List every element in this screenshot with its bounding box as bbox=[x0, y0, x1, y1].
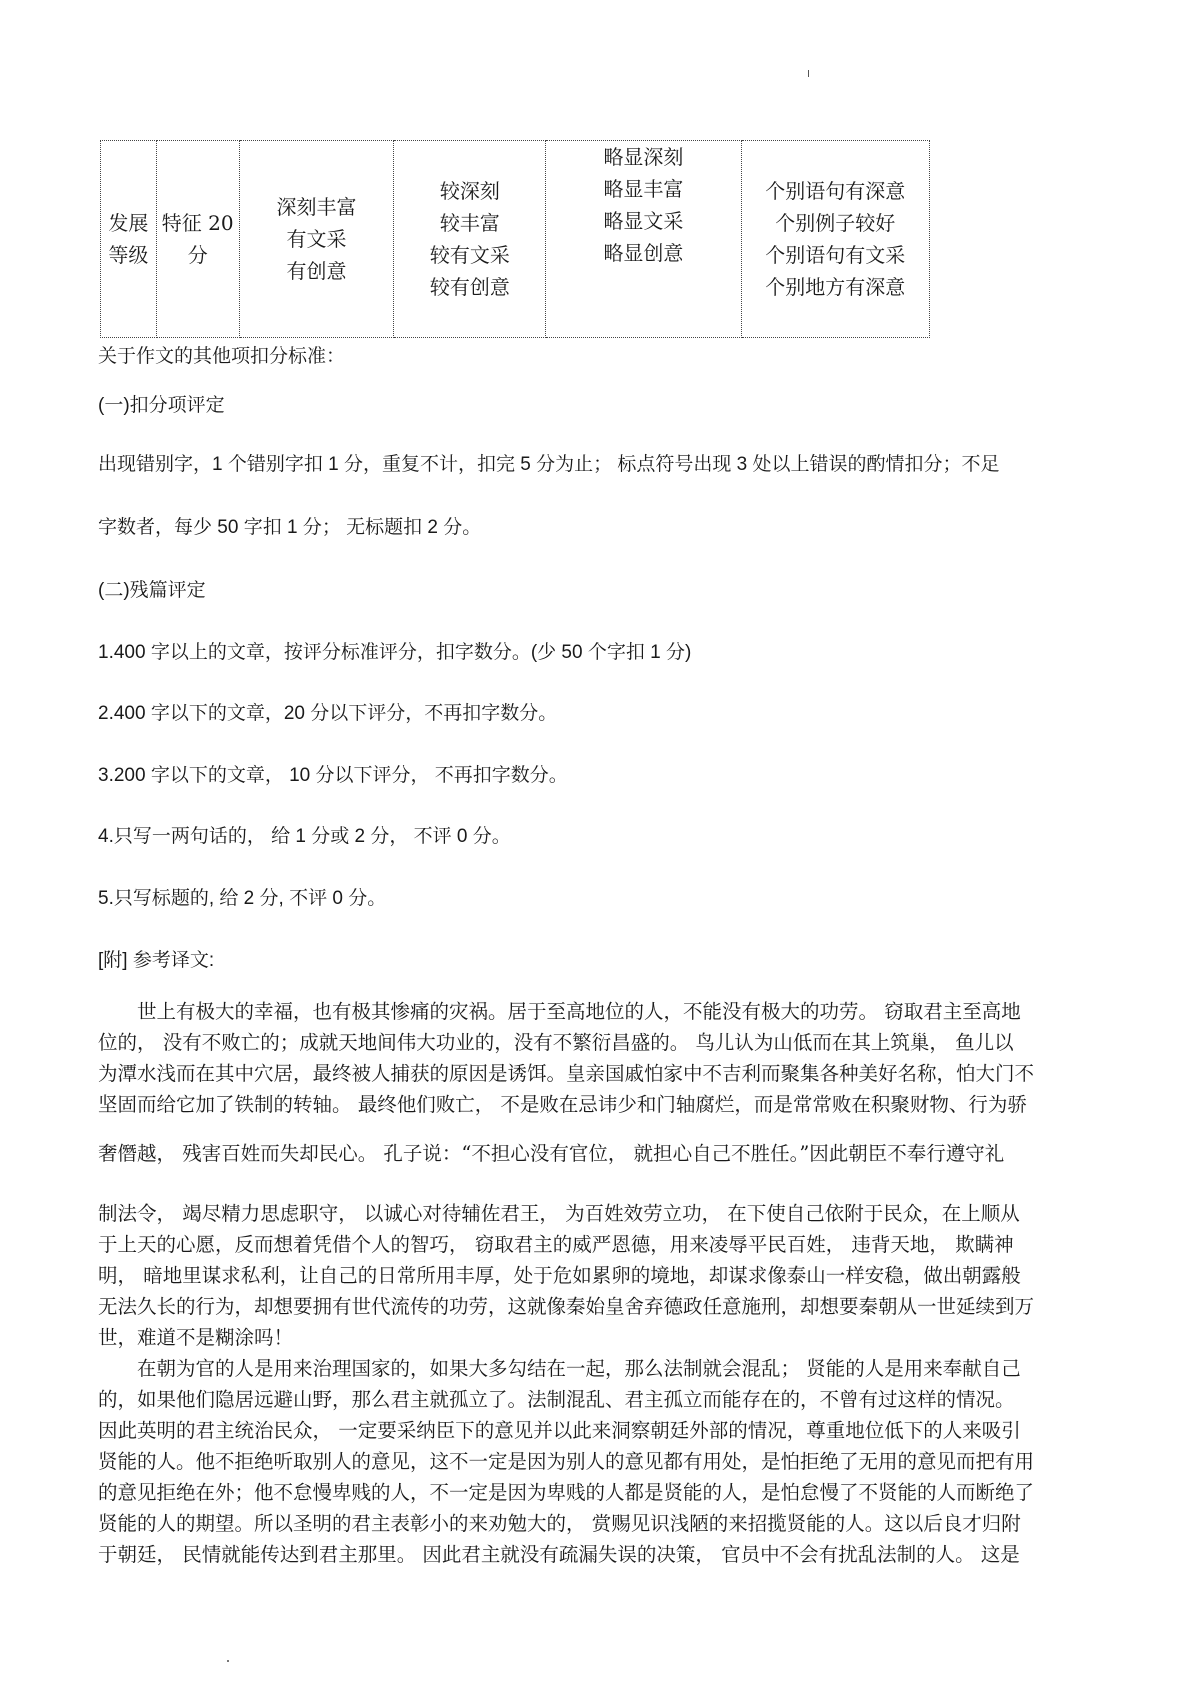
cell-text: 深刻丰富 bbox=[276, 195, 357, 219]
cell-text: 略显文采 bbox=[603, 209, 684, 233]
level-4-cell bbox=[741, 141, 929, 338]
section-title: 关于作文的其他项扣分标准： bbox=[98, 345, 346, 367]
text-line: 坚固而给它加了铁制的转轴。 最终他们败亡， 不是败在忌讳少和门轴腐烂，而是常常败在积聚财物、行为骄 bbox=[98, 1093, 1027, 1116]
text-line: 的，如果他们隐居远避山野，那么君主就孤立了。法制混乱、君主孤立而能存在的，不曾有过这样的情况。 bbox=[98, 1388, 1015, 1411]
cell-text: 个别地方有深意 bbox=[765, 275, 906, 299]
cell-text: 有文采 bbox=[286, 227, 347, 251]
cell-text: 个别语句有深意 bbox=[765, 179, 906, 203]
text-line: 在朝为官的人是用来治理国家的，如果大多勾结在一起，那么法制就会混乱； 贤能的人是用来奉献自己 bbox=[98, 1357, 1021, 1380]
subsection-title: (一)扣分项评定 bbox=[98, 395, 225, 416]
cell-text: 个别语句有文采 bbox=[765, 243, 906, 267]
appendix-title: [附] 参考译文: bbox=[98, 950, 215, 971]
level-1-cell bbox=[239, 141, 394, 338]
text-line: 于朝廷， 民情就能传达到君主那里。 因此君主就没有疏漏失误的决策， 官员中不会有扰乱法制的人。 这是 bbox=[98, 1543, 1020, 1566]
rule-item: 3.200 字以下的文章， 10 分以下评分， 不再扣字数分。 bbox=[98, 765, 568, 786]
cell-text: 个别例子较好 bbox=[775, 211, 896, 235]
body-line: 出现错别字，1 个错别字扣 1 分，重复不计，扣完 5 分为止； 标点符号出现 3 处以上错误的酌情扣分；不足 bbox=[98, 454, 1000, 475]
text-line: 的意见拒绝在外；他不怠慢卑贱的人，不一定是因为卑贱的人都是贤能的人，是怕怠慢了不贤能的人而断绝了 bbox=[98, 1481, 1035, 1504]
translation-paragraph bbox=[98, 1198, 1108, 1353]
rule-item: 5.只写标题的, 给 2 分, 不评 0 分。 bbox=[98, 888, 387, 909]
translation-paragraph bbox=[98, 1138, 1108, 1169]
text-line: 于上天的心愿，反而想着凭借个人的智巧， 窃取君主的威严恩德，用来凌辱平民百姓， 违背天地， 欺瞒神 bbox=[98, 1233, 1014, 1256]
scan-mark bbox=[227, 1660, 229, 1662]
cell-text: 分 bbox=[187, 243, 208, 267]
grade-label-cell bbox=[101, 141, 157, 338]
text-line: 贤能的人的期望。所以圣明的君主表彰小的来劝勉大的， 赏赐见识浅陋的来招揽贤能的人。这以后良才归附 bbox=[98, 1512, 1021, 1535]
scan-mark bbox=[808, 70, 809, 77]
cell-text: 略显深刻 bbox=[603, 145, 684, 169]
translation-paragraph bbox=[98, 996, 1108, 1120]
text-line: 制法令， 竭尽精力思虑职守， 以诚心对待辅佐君王， 为百姓效劳立功， 在下使自己依附于民众，在上顺从 bbox=[98, 1202, 1020, 1225]
text-line: 奢僭越， 残害百姓而失却民心。 孔子说：“不担心没有官位， 就担心自己不胜任。”因此朝臣不奉行遵守礼 bbox=[98, 1142, 1005, 1165]
text-line: 世上有极大的幸福，也有极其惨痛的灾祸。居于至高地位的人，不能没有极大的功劳。 窃取君主至高地 bbox=[98, 1000, 1021, 1023]
text-line: 贤能的人。他不拒绝听取别人的意见，这不一定是因为别人的意见都有用处，是怕拒绝了无用的意见而把有用 bbox=[98, 1450, 1035, 1473]
cell-text: 较有创意 bbox=[429, 275, 510, 299]
rule-item: 2.400 字以下的文章，20 分以下评分，不再扣字数分。 bbox=[98, 703, 558, 724]
rule-item: 4.只写一两句话的， 给 1 分或 2 分， 不评 0 分。 bbox=[98, 826, 511, 847]
text-line: 无法久长的行为，却想要拥有世代流传的功劳，这就像秦始皇舍弃德政任意施刑，却想要秦朝从一世延续到万 bbox=[98, 1295, 1035, 1318]
cell-text: 略显创意 bbox=[603, 241, 684, 265]
cell-text: 较有文采 bbox=[429, 243, 510, 267]
text-line: 世，难道不是糊涂吗！ bbox=[98, 1326, 294, 1349]
cell-text: 有创意 bbox=[286, 259, 347, 283]
subsection-title: (二)残篇评定 bbox=[98, 580, 206, 601]
cell-text: 较丰富 bbox=[439, 211, 500, 235]
text-line: 位的， 没有不败亡的；成就天地间伟大功业的，没有不繁衍昌盛的。 鸟儿认为山低而在其上筑巢， 鱼儿以 bbox=[98, 1031, 1014, 1054]
level-2-cell bbox=[394, 141, 546, 338]
grading-table bbox=[100, 140, 930, 338]
cell-text: 特征 20 bbox=[161, 211, 234, 235]
feature-score-cell bbox=[156, 141, 239, 338]
table-row bbox=[101, 141, 930, 338]
rule-item: 1.400 字以上的文章，按评分标准评分，扣字数分。(少 50 个字扣 1 分) bbox=[98, 642, 692, 663]
cell-text: 较深刻 bbox=[439, 179, 500, 203]
level-3-cell bbox=[546, 141, 741, 338]
cell-text: 发展 bbox=[108, 211, 149, 235]
text-line: 因此英明的君主统治民众， 一定要采纳臣下的意见并以此来洞察朝廷外部的情况，尊重地位低下的人来吸引 bbox=[98, 1419, 1021, 1442]
cell-text: 略显丰富 bbox=[603, 177, 684, 201]
translation-paragraph bbox=[98, 1353, 1108, 1570]
body-line: 字数者，每少 50 字扣 1 分； 无标题扣 2 分。 bbox=[98, 517, 482, 538]
text-line: 为潭水浅而在其中穴居，最终被人捕获的原因是诱饵。皇亲国戚怕家中不吉利而聚集各种美好名称，怕大门不 bbox=[98, 1062, 1035, 1085]
cell-text: 等级 bbox=[108, 243, 149, 267]
text-line: 明， 暗地里谋求私利，让自己的日常所用丰厚，处于危如累卵的境地，却谋求像泰山一样安稳，做出朝露般 bbox=[98, 1264, 1021, 1287]
